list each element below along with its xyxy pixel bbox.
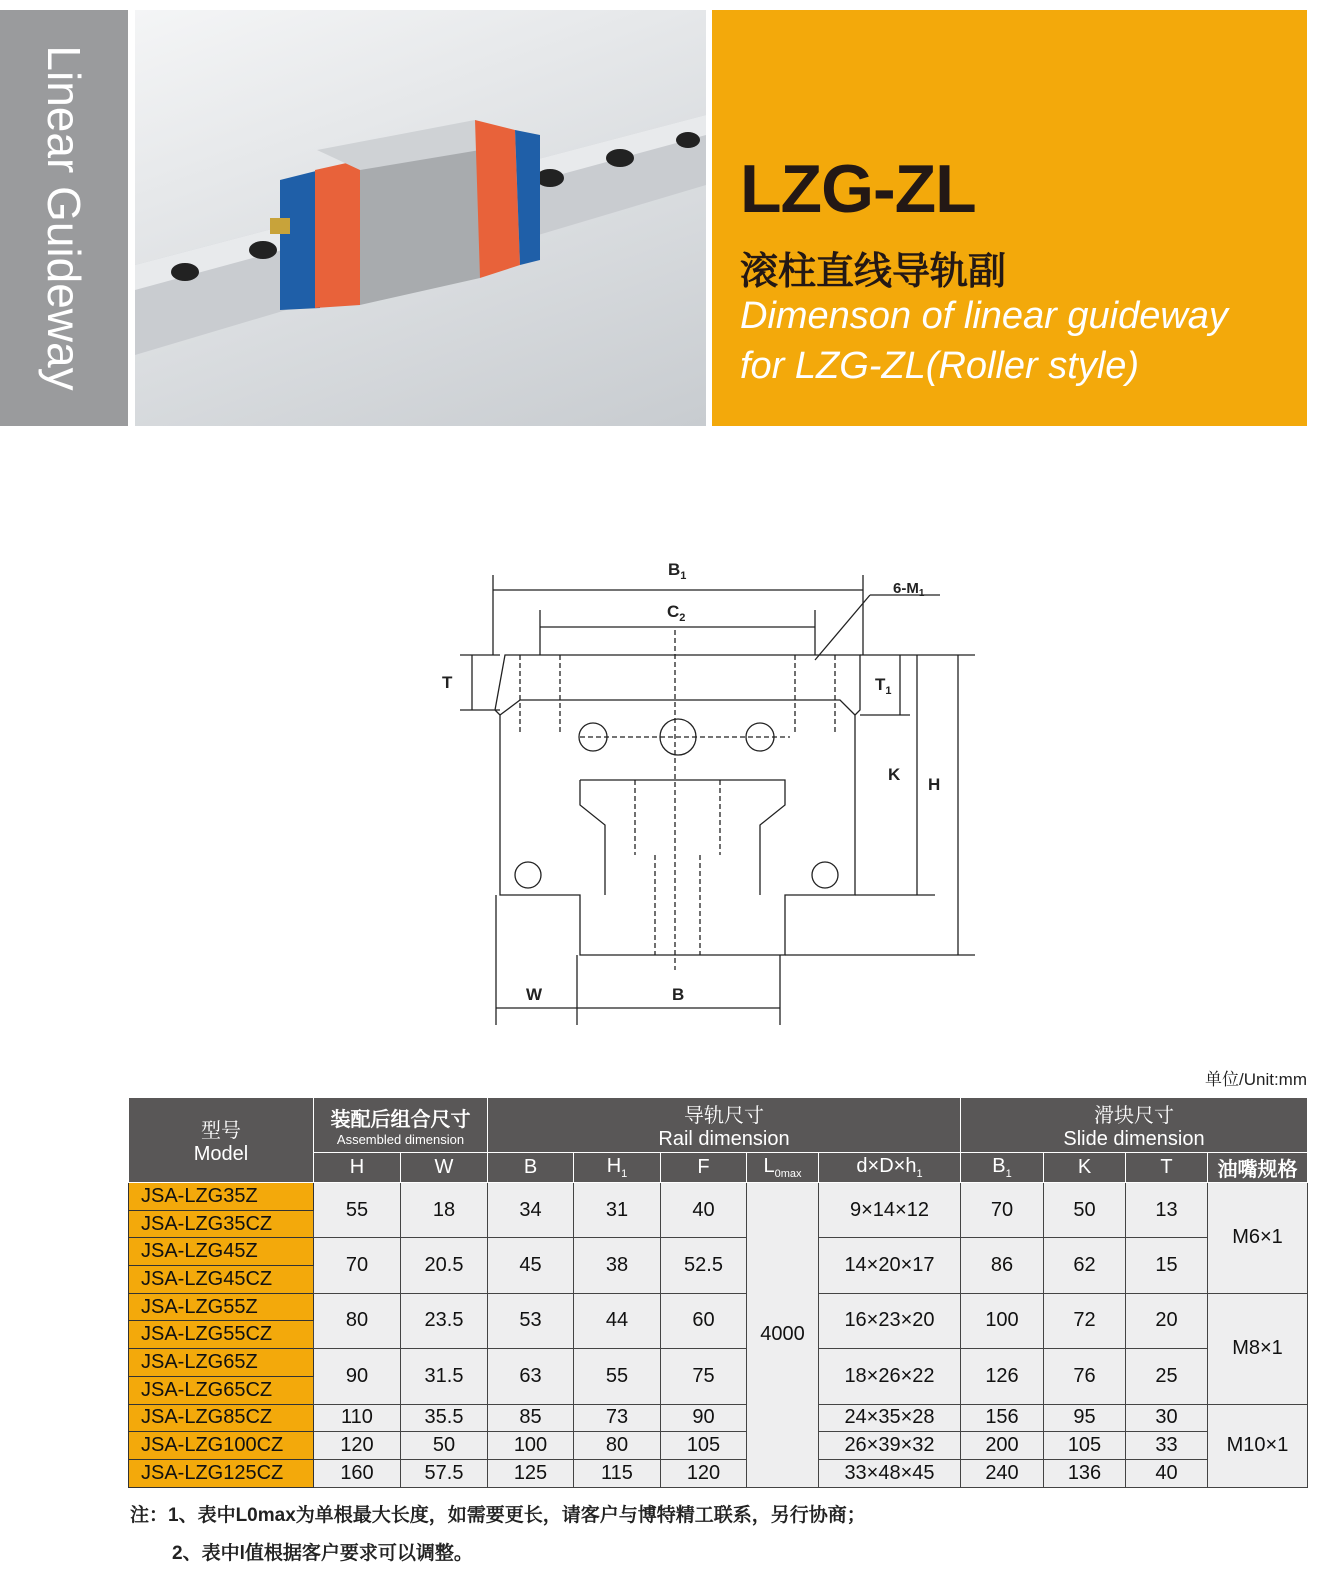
value-cell: 9×14×12 [819,1183,961,1238]
label-6m1: $6-M_1$ [893,580,925,599]
oil-nipple-cell: M10×1 [1208,1404,1308,1487]
label-t: T [442,673,453,692]
label-b1: $B_1$ [668,560,687,582]
column-header: $L_{0max}$ [747,1153,819,1183]
product-subtitle-line2: for LZG-ZL(Roller style) [740,345,1140,387]
model-cell: JSA-LZG55CZ [129,1321,314,1349]
value-cell: 40 [1126,1459,1208,1487]
header-rail: 导轨尺寸 Rail dimension [488,1098,961,1153]
column-header: $d\times D\times h_1$ [819,1153,961,1183]
value-cell: 33 [1126,1432,1208,1460]
product-subtitle-line1: Dimenson of linear guideway [740,295,1228,337]
note-1: 注：1、表中L0max为单根最大长度，如需要更长，请客户与博特精工联系，另行协商； [130,1505,866,1526]
value-cell: 26×39×32 [819,1432,961,1460]
value-cell: 86 [961,1238,1044,1293]
value-cell: 25 [1126,1349,1208,1404]
model-cell: JSA-LZG35Z [129,1183,314,1211]
value-cell: 240 [961,1459,1044,1487]
value-cell: 110 [314,1404,401,1432]
column-header: H [314,1153,401,1183]
oil-nipple-cell: M8×1 [1208,1293,1308,1404]
value-cell: 72 [1044,1293,1126,1348]
value-cell: 31.5 [401,1349,488,1404]
value-cell: 53 [488,1293,574,1348]
value-cell: 100 [961,1293,1044,1348]
value-cell: 63 [488,1349,574,1404]
label-w: W [526,985,543,1004]
column-header: K [1044,1153,1126,1183]
value-cell: 62 [1044,1238,1126,1293]
value-cell: 23.5 [401,1293,488,1348]
table-row [129,1432,1308,1460]
column-header: F [661,1153,747,1183]
model-cell: JSA-LZG45Z [129,1238,314,1266]
value-cell: 20.5 [401,1238,488,1293]
value-cell: 70 [961,1183,1044,1238]
value-cell: 13 [1126,1183,1208,1238]
value-cell: 125 [488,1459,574,1487]
header-slide: 滑块尺寸 Slide dimension [961,1098,1308,1153]
label-k: K [888,765,901,784]
model-cell: JSA-LZG35CZ [129,1210,314,1238]
value-cell: 57.5 [401,1459,488,1487]
value-cell: 31 [574,1183,661,1238]
value-cell: 115 [574,1459,661,1487]
value-cell: 90 [314,1349,401,1404]
value-cell: 55 [574,1349,661,1404]
header-assembled: 装配后组合尺寸 Assembled dimension [314,1098,488,1153]
dimension-table [128,1097,1308,1488]
value-cell: 50 [401,1432,488,1460]
product-title-cn: 滚柱直线导轨副 [740,251,1007,293]
product-photo [135,10,706,426]
value-cell: 45 [488,1238,574,1293]
label-c2: $C_2$ [667,602,686,624]
value-cell: 76 [1044,1349,1126,1404]
value-cell: 120 [661,1459,747,1487]
value-cell: 75 [661,1349,747,1404]
value-cell: 55 [314,1183,401,1238]
value-cell: 120 [314,1432,401,1460]
header-model: 型号 Model [129,1098,314,1183]
column-header: $H_1$ [574,1153,661,1183]
value-cell: 73 [574,1404,661,1432]
value-cell: 95 [1044,1404,1126,1432]
table-row [129,1238,1308,1266]
value-cell: 38 [574,1238,661,1293]
value-cell: 156 [961,1404,1044,1432]
value-cell: 15 [1126,1238,1208,1293]
value-cell: 85 [488,1404,574,1432]
value-cell: 80 [574,1432,661,1460]
value-cell: 105 [1044,1432,1126,1460]
value-cell: 30 [1126,1404,1208,1432]
model-cell: JSA-LZG45CZ [129,1266,314,1294]
column-header: B [488,1153,574,1183]
guideway-photo-illustration [135,10,706,426]
value-cell: 35.5 [401,1404,488,1432]
table-row [129,1293,1308,1321]
label-h: H [928,775,941,794]
table-row [129,1404,1308,1432]
table-row [129,1349,1308,1377]
table-row [129,1459,1308,1487]
product-title: LZG-ZL [740,151,976,227]
model-cell: JSA-LZG125CZ [129,1459,314,1487]
value-cell: 100 [488,1432,574,1460]
value-cell: 70 [314,1238,401,1293]
column-header: 油嘴规格 [1208,1153,1308,1183]
value-cell: 52.5 [661,1238,747,1293]
unit-label: 单位/Unit:mm [1205,1070,1307,1089]
value-cell: 18 [401,1183,488,1238]
label-t1: $T_1$ [875,675,892,697]
value-cell: 136 [1044,1459,1126,1487]
note-2: 2、表中l值根据客户要求可以调整。 [172,1543,473,1564]
value-cell: 60 [661,1293,747,1348]
side-label-strip [0,10,128,426]
dimension-diagram [420,550,1000,1040]
value-cell: 80 [314,1293,401,1348]
value-cell: 33×48×45 [819,1459,961,1487]
model-cell: JSA-LZG55Z [129,1293,314,1321]
value-cell: 200 [961,1432,1044,1460]
side-label: Linear Guideway [38,45,90,391]
model-cell: JSA-LZG65CZ [129,1376,314,1404]
model-cell: JSA-LZG100CZ [129,1432,314,1460]
value-cell: 105 [661,1432,747,1460]
column-header: $B_1$ [961,1153,1044,1183]
value-cell: 34 [488,1183,574,1238]
oil-nipple-cell: M6×1 [1208,1183,1308,1294]
value-cell: 18×26×22 [819,1349,961,1404]
table-row [129,1183,1308,1211]
column-header: W [401,1153,488,1183]
value-cell: 126 [961,1349,1044,1404]
value-cell: 20 [1126,1293,1208,1348]
model-cell: JSA-LZG85CZ [129,1404,314,1432]
model-cell: JSA-LZG65Z [129,1349,314,1377]
value-cell: 14×20×17 [819,1238,961,1293]
column-header: T [1126,1153,1208,1183]
value-cell: 40 [661,1183,747,1238]
value-cell: 160 [314,1459,401,1487]
value-cell: 16×23×20 [819,1293,961,1348]
lmax-cell: 4000 [747,1183,819,1488]
value-cell: 44 [574,1293,661,1348]
value-cell: 50 [1044,1183,1126,1238]
value-cell: 24×35×28 [819,1404,961,1432]
label-b: B [672,985,685,1004]
value-cell: 90 [661,1404,747,1432]
